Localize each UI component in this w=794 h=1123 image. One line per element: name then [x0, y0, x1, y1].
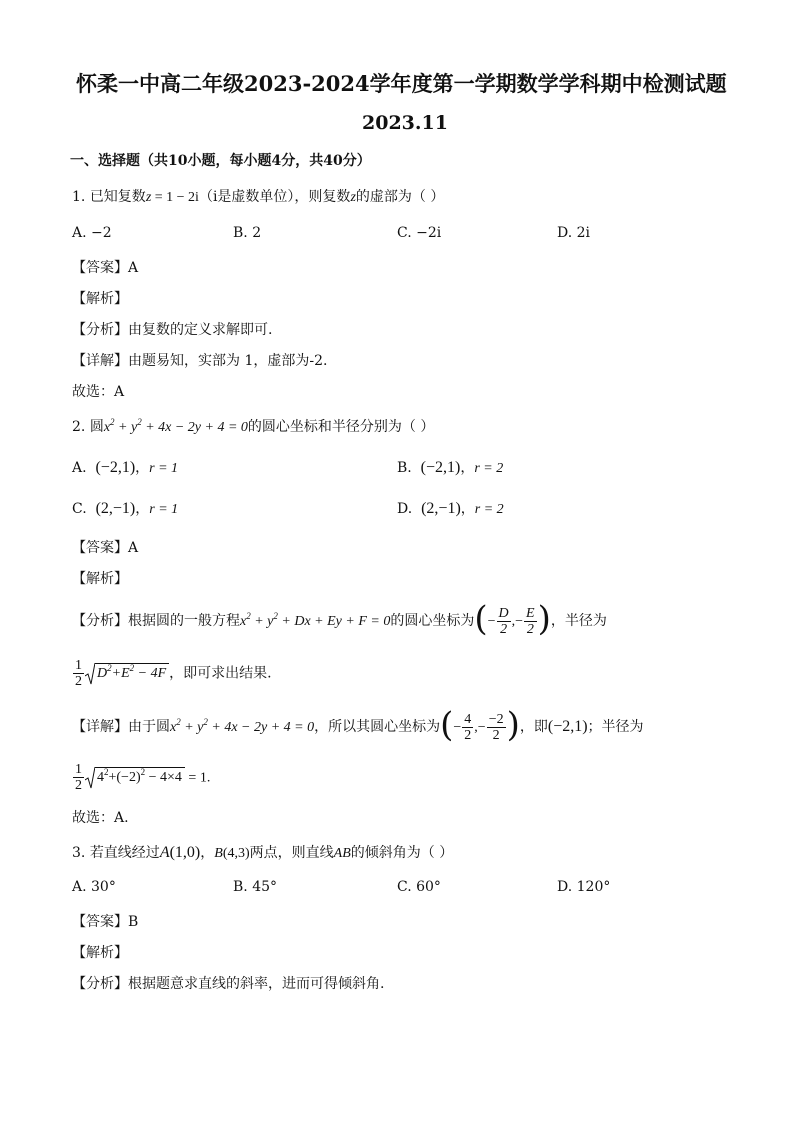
radius-value-line: $\frac{1}{2}$ $4^2+(-2)^2 - 4\times 4$ = 1. [75, 762, 211, 793]
document-date: 2023.11 [362, 112, 448, 134]
option-d: D. 120° [557, 879, 611, 895]
question-2: 2. 圆$x^2 + y^2 + 4x - 2y + 4 = 0$的圆心坐标和半径分别为（ ） [72, 417, 435, 435]
analysis-heading: 【解析】 [72, 571, 128, 587]
analysis-line: 【分析】根据圆的一般方程$x^2 + y^2 + Dx + Ey + F = 0$的圆心坐标为(− $\frac{D}{2}$ ,− $\frac{E}{2}$ )，半径为 [72, 599, 607, 639]
detail-line: 【详解】由于圆$x^2 + y^2 + 4x - 2y + 4 = 0$，所以其圆心坐标为(− $\frac{4}{2}$ ,− $\frac{-2}{2}$ )，即(−2,1)；半径为 [72, 705, 644, 745]
section-heading: 一、选择题（共10小题，每小题4分，共40分） [70, 153, 371, 169]
analysis-heading: 【解析】 [72, 945, 128, 961]
option-a: A. −2 [72, 225, 112, 241]
answer-line: 【答案】A [72, 260, 139, 276]
option-c: C. 60° [397, 879, 441, 895]
question-1: 1. 已知复数z = 1 − 2i（i是虚数单位），则复数z的虚部为（ ） [72, 189, 445, 205]
analysis-line: 【分析】根据题意求直线的斜率，进而可得倾斜角. [72, 976, 385, 992]
option-a: A. 30° [72, 879, 116, 895]
option-c: C. (2,−1)，r = 1 [72, 500, 179, 517]
option-a: A. (−2,1)，r = 1 [72, 459, 179, 476]
complex-expression: z = 1 − 2i [145, 190, 199, 205]
detail-line: 【详解】由题易知，实部为 1，虚部为-2. [72, 353, 328, 369]
choice-line: 故选：A [72, 384, 125, 400]
option-b: B. 2 [233, 225, 262, 241]
fraction: $\frac{4}{2}$ [464, 711, 472, 743]
square-root: $D^2+E^2 - 4F$ [85, 663, 169, 685]
fraction: $\frac{1}{2}$ [75, 762, 82, 793]
question-number: 1. [72, 189, 90, 205]
option-d: D. 2i [557, 225, 591, 241]
answer-line: 【答案】B [72, 914, 139, 930]
answer-line: 【答案】A [72, 540, 139, 556]
fraction: $\frac{D}{2}$ [498, 605, 509, 637]
option-b: B. (−2,1)，r = 2 [397, 459, 504, 476]
analysis-line: 【分析】由复数的定义求解即可. [72, 322, 273, 338]
general-circle-equation: $x^2 + y^2 + Dx + Ey + F = 0$ [240, 611, 391, 629]
radius-formula-line: $\frac{1}{2}$ $D^2+E^2 - 4F$ ，即可求出结果. [75, 658, 272, 689]
circle-equation: $x^2 + y^2 + 4x - 2y + 4 = 0$ [103, 417, 248, 435]
fraction: $\frac{-2}{2}$ [488, 711, 504, 743]
option-d: D. (2,−1)，r = 2 [397, 500, 504, 517]
square-root: $4^2+(-2)^2 - 4\times 4$ [85, 767, 185, 789]
fraction: $\frac{E}{2}$ [526, 605, 535, 637]
point-a: A(1,0) [159, 844, 201, 861]
option-b: B. 45° [233, 879, 278, 895]
document-title: 怀柔一中高二年级2023-2024学年度第一学期数学学科期中检测试题 [76, 71, 727, 96]
analysis-heading: 【解析】 [72, 291, 128, 307]
fraction: $\frac{1}{2}$ [75, 658, 82, 689]
option-c: C. −2i [397, 225, 442, 241]
point-b: B(4,3) [214, 846, 250, 861]
question-3: 3. 若直线经过A(1,0)，B(4,3)两点，则直线AB的倾斜角为（ ） [72, 844, 454, 861]
choice-line: 故选：A. [72, 810, 129, 826]
circle-equation: $x^2 + y^2 + 4x - 2y + 4 = 0$ [170, 717, 315, 735]
